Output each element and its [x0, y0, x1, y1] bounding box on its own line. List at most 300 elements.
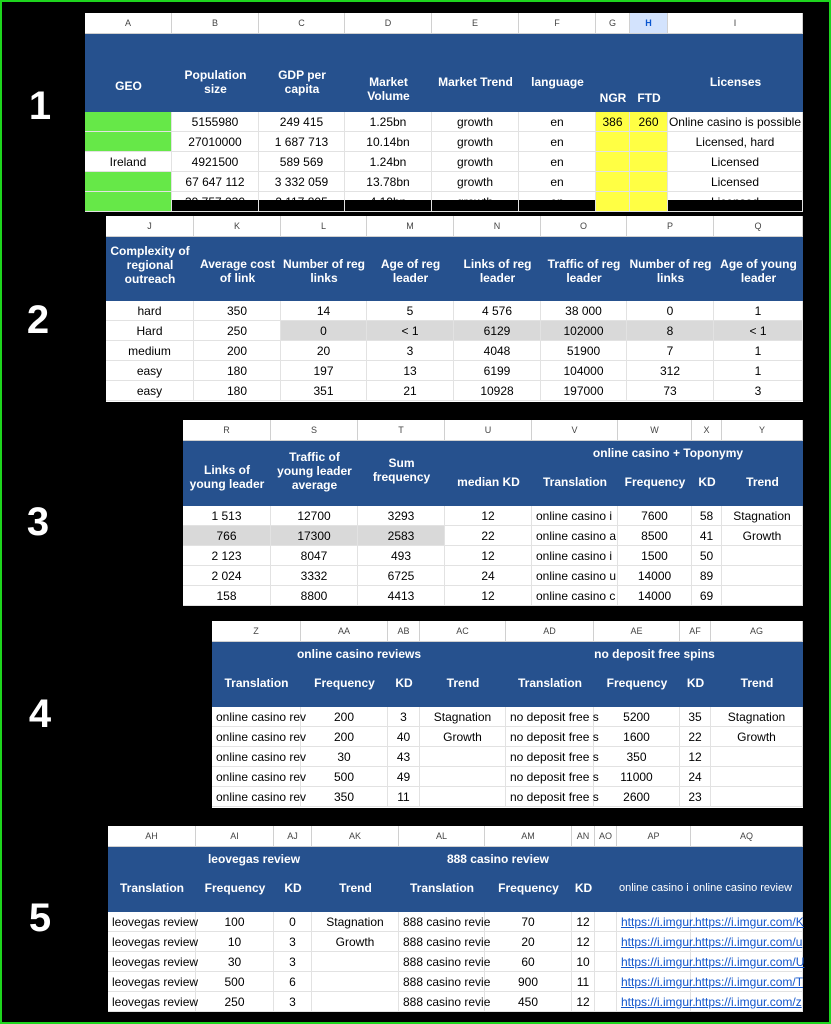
table-cell[interactable]: 493	[358, 546, 445, 565]
table-row	[183, 506, 803, 526]
spreadsheet-panel-5	[108, 826, 803, 1012]
column-letter[interactable]: A	[85, 13, 172, 33]
table-cell[interactable]: https://i.imgur.	[617, 912, 691, 931]
table-cell[interactable]: 11	[388, 787, 420, 806]
table-cell[interactable]	[595, 912, 617, 931]
table-cell[interactable]: en	[519, 112, 596, 131]
table-cell[interactable]: 23	[680, 787, 711, 806]
group-header: no deposit free spins	[594, 647, 715, 661]
table-cell[interactable]: 10928	[454, 381, 541, 400]
column-letter[interactable]: V	[532, 420, 618, 440]
table-cell[interactable]: no deposit free s	[506, 767, 594, 786]
table-row	[85, 152, 803, 172]
column-letter[interactable]: I	[668, 13, 803, 33]
table-cell[interactable]: 500	[301, 767, 388, 786]
table-cell[interactable]: 49	[388, 767, 420, 786]
table-cell[interactable]	[85, 132, 172, 151]
table-cell[interactable]: 51900	[541, 341, 627, 360]
table-cell[interactable]: 10	[572, 952, 595, 971]
table-cell[interactable]: leovegas review	[108, 932, 196, 951]
column-letter[interactable]: Y	[722, 420, 803, 440]
column-letter[interactable]: U	[445, 420, 532, 440]
table-cell[interactable]: 888 casino revie	[399, 932, 485, 951]
table-cell[interactable]: Licensed	[668, 172, 803, 191]
table-cell[interactable]: 350	[594, 747, 680, 766]
column-letter[interactable]: AJ	[274, 826, 312, 846]
table-cell[interactable]: 3 332 059	[259, 172, 345, 191]
table-cell[interactable]: Hard	[106, 321, 194, 340]
table-cell[interactable]: no deposit free s	[506, 707, 594, 726]
table-cell[interactable]: 89	[692, 566, 722, 585]
table-cell[interactable]: 1 687 713	[259, 132, 345, 151]
column-heading: GDP per capita	[278, 68, 326, 96]
table-cell[interactable]: 35	[680, 707, 711, 726]
table-cell[interactable]: 41	[692, 526, 722, 545]
table-cell[interactable]: https://i.imgur.com/T	[691, 972, 803, 991]
table-row	[212, 727, 803, 747]
table-cell[interactable]: 450	[485, 992, 572, 1011]
table-cell[interactable]: 1.24bn	[345, 152, 432, 171]
table-cell[interactable]: 260	[630, 112, 668, 131]
table-cell[interactable]: 13	[367, 361, 454, 380]
table-cell[interactable]: https://i.imgur.	[617, 932, 691, 951]
column-letter[interactable]: AI	[196, 826, 274, 846]
table-cell[interactable]: 12	[572, 992, 595, 1011]
table-cell[interactable]: 67 647 112	[172, 172, 259, 191]
table-cell[interactable]: 250	[196, 992, 274, 1011]
table-cell[interactable]	[85, 192, 172, 211]
table-cell[interactable]: leovegas review	[108, 912, 196, 931]
column-letter[interactable]: AE	[594, 621, 680, 641]
table-cell[interactable]	[595, 952, 617, 971]
table-cell[interactable]: 1	[714, 341, 803, 360]
table-cell[interactable]: Licensed, hard	[668, 132, 803, 151]
table-cell[interactable]: online casino rev	[212, 747, 301, 766]
column-letter[interactable]: AA	[301, 621, 388, 641]
group-header: 888 casino review	[446, 852, 550, 866]
column-letter[interactable]: R	[183, 420, 271, 440]
table-cell[interactable]: 69	[692, 586, 722, 605]
column-letter[interactable]: K	[194, 216, 281, 236]
table-cell[interactable]	[312, 952, 399, 971]
table-cell[interactable]: 2 123	[183, 546, 271, 565]
table-cell[interactable]: Ireland	[85, 152, 172, 171]
table-cell[interactable]: 4921500	[172, 152, 259, 171]
table-cell[interactable]: Stagnation	[722, 506, 803, 525]
table-cell[interactable]: online casino rev	[212, 767, 301, 786]
table-cell[interactable]	[596, 132, 630, 151]
table-cell[interactable]: 6725	[358, 566, 445, 585]
column-letter[interactable]: AM	[485, 826, 572, 846]
column-letter[interactable]: X	[692, 420, 722, 440]
table-cell[interactable]	[420, 767, 506, 786]
column-letter[interactable]: B	[172, 13, 259, 33]
table-cell[interactable]: 350	[301, 787, 388, 806]
table-cell[interactable]	[85, 172, 172, 191]
table-cell[interactable]: 197000	[541, 381, 627, 400]
column-heading: Frequency	[498, 881, 559, 895]
table-cell[interactable]: 1	[714, 301, 803, 320]
table-cell[interactable]: 3	[274, 992, 312, 1011]
table-cell[interactable]: 14000	[618, 586, 692, 605]
column-letter[interactable]: AH	[108, 826, 196, 846]
table-cell[interactable]: online casino i	[532, 546, 618, 565]
column-letter[interactable]: N	[454, 216, 541, 236]
table-cell[interactable]: 3	[388, 707, 420, 726]
table-cell[interactable]: 50	[692, 546, 722, 565]
table-cell[interactable]: 100	[196, 912, 274, 931]
table-cell[interactable]: 8800	[271, 586, 358, 605]
table-cell[interactable]	[596, 172, 630, 191]
table-cell[interactable]: 2 117 805	[259, 192, 345, 211]
table-cell[interactable]: 22	[445, 526, 532, 545]
table-cell[interactable]: hard	[106, 301, 194, 320]
table-cell[interactable]: 12	[445, 506, 532, 525]
table-cell[interactable]: 386	[596, 112, 630, 131]
table-cell[interactable]: 200	[301, 707, 388, 726]
table-cell[interactable]: en	[519, 132, 596, 151]
column-header-bar	[183, 420, 803, 441]
column-letter[interactable]: AG	[711, 621, 803, 641]
column-heading: Population size	[184, 68, 247, 96]
table-cell[interactable]: 22	[680, 727, 711, 746]
table-cell[interactable]: 900	[485, 972, 572, 991]
table-cell[interactable]	[420, 787, 506, 806]
table-cell[interactable]: en	[519, 192, 596, 211]
table-cell[interactable]: 312	[627, 361, 714, 380]
column-heading: Frequency	[314, 676, 375, 690]
table-cell[interactable]: 200	[194, 341, 281, 360]
table-cell[interactable]: 13.78bn	[345, 172, 432, 191]
table-cell[interactable]: 888 casino revie	[399, 992, 485, 1011]
table-cell[interactable]: growth	[432, 132, 519, 151]
column-heading: KD	[395, 676, 413, 690]
table-cell[interactable]: https://i.imgur.	[617, 992, 691, 1011]
table-cell[interactable]: 24	[680, 767, 711, 786]
column-letter[interactable]: E	[432, 13, 519, 33]
spreadsheet-panel-2	[106, 216, 803, 402]
table-cell[interactable]: growth	[432, 172, 519, 191]
table-cell[interactable]: Stagnation	[711, 707, 803, 726]
table-row	[108, 992, 803, 1012]
table-row	[106, 341, 803, 361]
table-cell[interactable]: 30	[301, 747, 388, 766]
table-row	[183, 526, 803, 546]
column-letter[interactable]: AQ	[691, 826, 803, 846]
table-cell[interactable]: 4048	[454, 341, 541, 360]
table-cell[interactable]: 3	[274, 952, 312, 971]
table-cell[interactable]: 12	[445, 586, 532, 605]
column-heading: Translation	[409, 881, 474, 895]
table-cell[interactable]: 60	[485, 952, 572, 971]
table-cell[interactable]	[420, 747, 506, 766]
column-letter[interactable]: C	[259, 13, 345, 33]
table-cell[interactable]: online casino rev	[212, 787, 301, 806]
table-cell[interactable]: 21	[367, 381, 454, 400]
column-letter[interactable]: D	[345, 13, 432, 33]
table-cell[interactable]: 73	[627, 381, 714, 400]
table-cell[interactable]: 30	[196, 952, 274, 971]
table-cell[interactable]: 888 casino revie	[399, 972, 485, 991]
table-cell[interactable]: online casino i	[532, 506, 618, 525]
table-cell[interactable]: 3	[367, 341, 454, 360]
table-cell[interactable]	[630, 152, 668, 171]
table-cell[interactable]: 7	[627, 341, 714, 360]
table-cell[interactable]: 5155980	[172, 112, 259, 131]
table-cell[interactable]: 24	[445, 566, 532, 585]
column-heading: FTD	[637, 91, 661, 105]
table-cell[interactable]: 351	[281, 381, 367, 400]
table-cell[interactable]: 200	[301, 727, 388, 746]
table-cell[interactable]: 180	[194, 381, 281, 400]
table-cell[interactable]: 8500	[618, 526, 692, 545]
table-cell[interactable]: 39 757 230	[172, 192, 259, 211]
section-number-1: 1	[28, 84, 52, 128]
table-cell[interactable]: 102000	[541, 321, 627, 340]
column-letter[interactable]: P	[627, 216, 714, 236]
table-cell[interactable]: 500	[196, 972, 274, 991]
table-cell[interactable]	[312, 992, 399, 1011]
table-cell[interactable]: 180	[194, 361, 281, 380]
column-letter[interactable]: H	[630, 13, 668, 33]
table-cell[interactable]: 14000	[618, 566, 692, 585]
table-cell[interactable]: no deposit free s	[506, 747, 594, 766]
table-cell[interactable]: 58	[692, 506, 722, 525]
table-cell[interactable]: https://i.imgur.com/U	[691, 952, 803, 971]
table-cell[interactable]: 12700	[271, 506, 358, 525]
table-cell[interactable]	[630, 192, 668, 211]
column-header-bar	[108, 826, 803, 847]
column-heading: KD	[574, 881, 593, 895]
table-cell[interactable]: 4.19bn	[345, 192, 432, 211]
table-cell[interactable]: Online casino is possible	[668, 112, 803, 131]
table-cell[interactable]: Growth	[711, 727, 803, 746]
table-cell[interactable]: 1	[714, 361, 803, 380]
table-row	[85, 172, 803, 192]
table-cell[interactable]: https://i.imgur.	[617, 972, 691, 991]
table-cell[interactable]: 3	[274, 932, 312, 951]
table-cell[interactable]: leovegas review	[108, 952, 196, 971]
column-letter[interactable]: F	[519, 13, 596, 33]
column-letter[interactable]: Z	[212, 621, 301, 641]
table-cell[interactable]: 12	[572, 932, 595, 951]
table-cell[interactable]	[722, 586, 803, 605]
column-letter[interactable]: AD	[506, 621, 594, 641]
table-cell[interactable]: 6	[274, 972, 312, 991]
column-heading: Number of reg links	[629, 257, 712, 285]
table-cell[interactable]: 11	[572, 972, 595, 991]
table-cell[interactable]: en	[519, 172, 596, 191]
column-letter[interactable]: J	[106, 216, 194, 236]
table-cell[interactable]: Stagnation	[312, 912, 399, 931]
column-letter[interactable]: M	[367, 216, 454, 236]
table-cell[interactable]: easy	[106, 381, 194, 400]
table-cell[interactable]: 0	[281, 321, 367, 340]
table-cell[interactable]: 1600	[594, 727, 680, 746]
table-cell[interactable]: 10	[196, 932, 274, 951]
section-number-3: 3	[26, 500, 50, 544]
group-header: online casino reviews	[296, 647, 422, 661]
column-letter[interactable]: Q	[714, 216, 803, 236]
table-cell[interactable]: 5	[367, 301, 454, 320]
table-cell[interactable]	[595, 972, 617, 991]
table-cell[interactable]: 38 000	[541, 301, 627, 320]
table-row	[212, 767, 803, 787]
table-cell[interactable]: 1500	[618, 546, 692, 565]
table-cell[interactable]: 3293	[358, 506, 445, 525]
column-letter[interactable]: O	[541, 216, 627, 236]
column-heading: Licenses	[709, 75, 762, 89]
table-cell[interactable]: 1.25bn	[345, 112, 432, 131]
table-cell[interactable]: 11000	[594, 767, 680, 786]
column-heading: Traffic of reg leader	[547, 257, 621, 285]
table-cell[interactable]: 888 casino revie	[399, 912, 485, 931]
table-cell[interactable]: Stagnation	[420, 707, 506, 726]
group-header: online casino + Toponymy	[592, 446, 744, 460]
table-cell[interactable]	[596, 152, 630, 171]
table-cell[interactable]: Growth	[722, 526, 803, 545]
table-cell[interactable]: 12	[445, 546, 532, 565]
table-cell[interactable]: 40	[388, 727, 420, 746]
table-cell[interactable]: 249 415	[259, 112, 345, 131]
table-cell[interactable]: 10.14bn	[345, 132, 432, 151]
table-cell[interactable]: < 1	[714, 321, 803, 340]
table-row	[108, 912, 803, 932]
column-letter[interactable]: AF	[680, 621, 711, 641]
table-cell[interactable]	[630, 172, 668, 191]
table-cell[interactable]: 4413	[358, 586, 445, 605]
table-cell[interactable]: leovegas review	[108, 992, 196, 1011]
table-cell[interactable]	[595, 992, 617, 1011]
section-number-4: 4	[28, 692, 52, 736]
table-cell[interactable]: growth	[432, 192, 519, 211]
table-cell[interactable]: 8047	[271, 546, 358, 565]
table-cell[interactable]: 2 024	[183, 566, 271, 585]
table-cell[interactable]: 12	[572, 912, 595, 931]
table-cell[interactable]	[630, 132, 668, 151]
table-cell[interactable]	[596, 192, 630, 211]
column-heading: Age of reg leader	[380, 257, 441, 285]
table-cell[interactable]: 250	[194, 321, 281, 340]
table-cell[interactable]: en	[519, 152, 596, 171]
column-letter[interactable]: S	[271, 420, 358, 440]
table-cell[interactable]: no deposit free s	[506, 727, 594, 746]
table-cell[interactable]: 3	[714, 381, 803, 400]
table-row	[183, 566, 803, 586]
table-cell[interactable]: 12	[680, 747, 711, 766]
table-cell[interactable]: Licensed	[668, 152, 803, 171]
column-heading: online casino review	[693, 882, 793, 894]
column-heading: Trend	[339, 881, 372, 895]
table-cell[interactable]: no deposit free s	[506, 787, 594, 806]
table-cell[interactable]: Licensed	[668, 192, 803, 211]
table-cell[interactable]: https://i.imgur.com/K	[691, 912, 803, 931]
column-letter[interactable]: G	[596, 13, 630, 33]
table-cell[interactable]: Growth	[312, 932, 399, 951]
table-cell[interactable]	[722, 546, 803, 565]
table-cell[interactable]: easy	[106, 361, 194, 380]
column-letter[interactable]: T	[358, 420, 445, 440]
table-cell[interactable]: 766	[183, 526, 271, 545]
table-cell[interactable]: 158	[183, 586, 271, 605]
table-cell[interactable]: 20	[281, 341, 367, 360]
table-cell[interactable]: 7600	[618, 506, 692, 525]
table-cell[interactable]: online casino c	[532, 586, 618, 605]
column-heading: Age of young leader	[720, 257, 797, 285]
table-cell[interactable]: 2583	[358, 526, 445, 545]
table-cell[interactable]: 104000	[541, 361, 627, 380]
column-letter[interactable]: W	[618, 420, 692, 440]
table-cell[interactable]: 888 casino revie	[399, 952, 485, 971]
table-cell[interactable]	[595, 932, 617, 951]
table-cell[interactable]: 5200	[594, 707, 680, 726]
table-cell[interactable]: https://i.imgur.	[617, 952, 691, 971]
table-cell[interactable]: 14	[281, 301, 367, 320]
table-cell[interactable]: Growth	[420, 727, 506, 746]
table-cell[interactable]: 6129	[454, 321, 541, 340]
table-cell[interactable]: < 1	[367, 321, 454, 340]
column-letter[interactable]: AP	[617, 826, 691, 846]
column-letter[interactable]: AC	[420, 621, 506, 641]
table-cell[interactable]: growth	[432, 152, 519, 171]
table-cell[interactable]: 43	[388, 747, 420, 766]
table-cell[interactable]: 8	[627, 321, 714, 340]
column-letter[interactable]: AB	[388, 621, 420, 641]
column-heading: Translation	[517, 676, 582, 690]
column-header-bar	[212, 621, 803, 642]
column-letter[interactable]: AO	[595, 826, 617, 846]
table-cell[interactable]	[85, 112, 172, 131]
table-row	[106, 361, 803, 381]
table-cell[interactable]	[722, 566, 803, 585]
table-cell[interactable]: 350	[194, 301, 281, 320]
table-cell[interactable]: 70	[485, 912, 572, 931]
table-cell[interactable]: 17300	[271, 526, 358, 545]
table-cell[interactable]: online casino a	[532, 526, 618, 545]
table-cell[interactable]	[312, 972, 399, 991]
column-letter[interactable]: AN	[572, 826, 595, 846]
table-cell[interactable]: online casino rev	[212, 707, 301, 726]
table-cell[interactable]: 0	[274, 912, 312, 931]
table-cell[interactable]: growth	[432, 112, 519, 131]
table-cell[interactable]	[711, 747, 803, 766]
table-cell[interactable]: online casino rev	[212, 727, 301, 746]
table-cell[interactable]: 20	[485, 932, 572, 951]
table-cell[interactable]: 197	[281, 361, 367, 380]
table-row	[183, 586, 803, 606]
column-letter[interactable]: AL	[399, 826, 485, 846]
table-cell[interactable]: 0	[627, 301, 714, 320]
table-cell[interactable]: 6199	[454, 361, 541, 380]
table-cell[interactable]: leovegas review	[108, 972, 196, 991]
table-cell[interactable]: 2600	[594, 787, 680, 806]
table-cell[interactable]: medium	[106, 341, 194, 360]
table-cell[interactable]: online casino u	[532, 566, 618, 585]
table-cell[interactable]: 589 569	[259, 152, 345, 171]
column-letter[interactable]: AK	[312, 826, 399, 846]
table-cell[interactable]: 4 576	[454, 301, 541, 320]
column-heading: Trend	[740, 676, 774, 690]
table-row	[212, 787, 803, 807]
table-cell[interactable]: 27010000	[172, 132, 259, 151]
table-cell[interactable]: https://i.imgur.com/z	[691, 992, 803, 1011]
table-cell[interactable]: 1 513	[183, 506, 271, 525]
table-cell[interactable]	[711, 787, 803, 806]
table-cell[interactable]: 3332	[271, 566, 358, 585]
table-cell[interactable]: https://i.imgur.com/u	[691, 932, 803, 951]
column-letter[interactable]: L	[281, 216, 367, 236]
table-cell[interactable]	[711, 767, 803, 786]
